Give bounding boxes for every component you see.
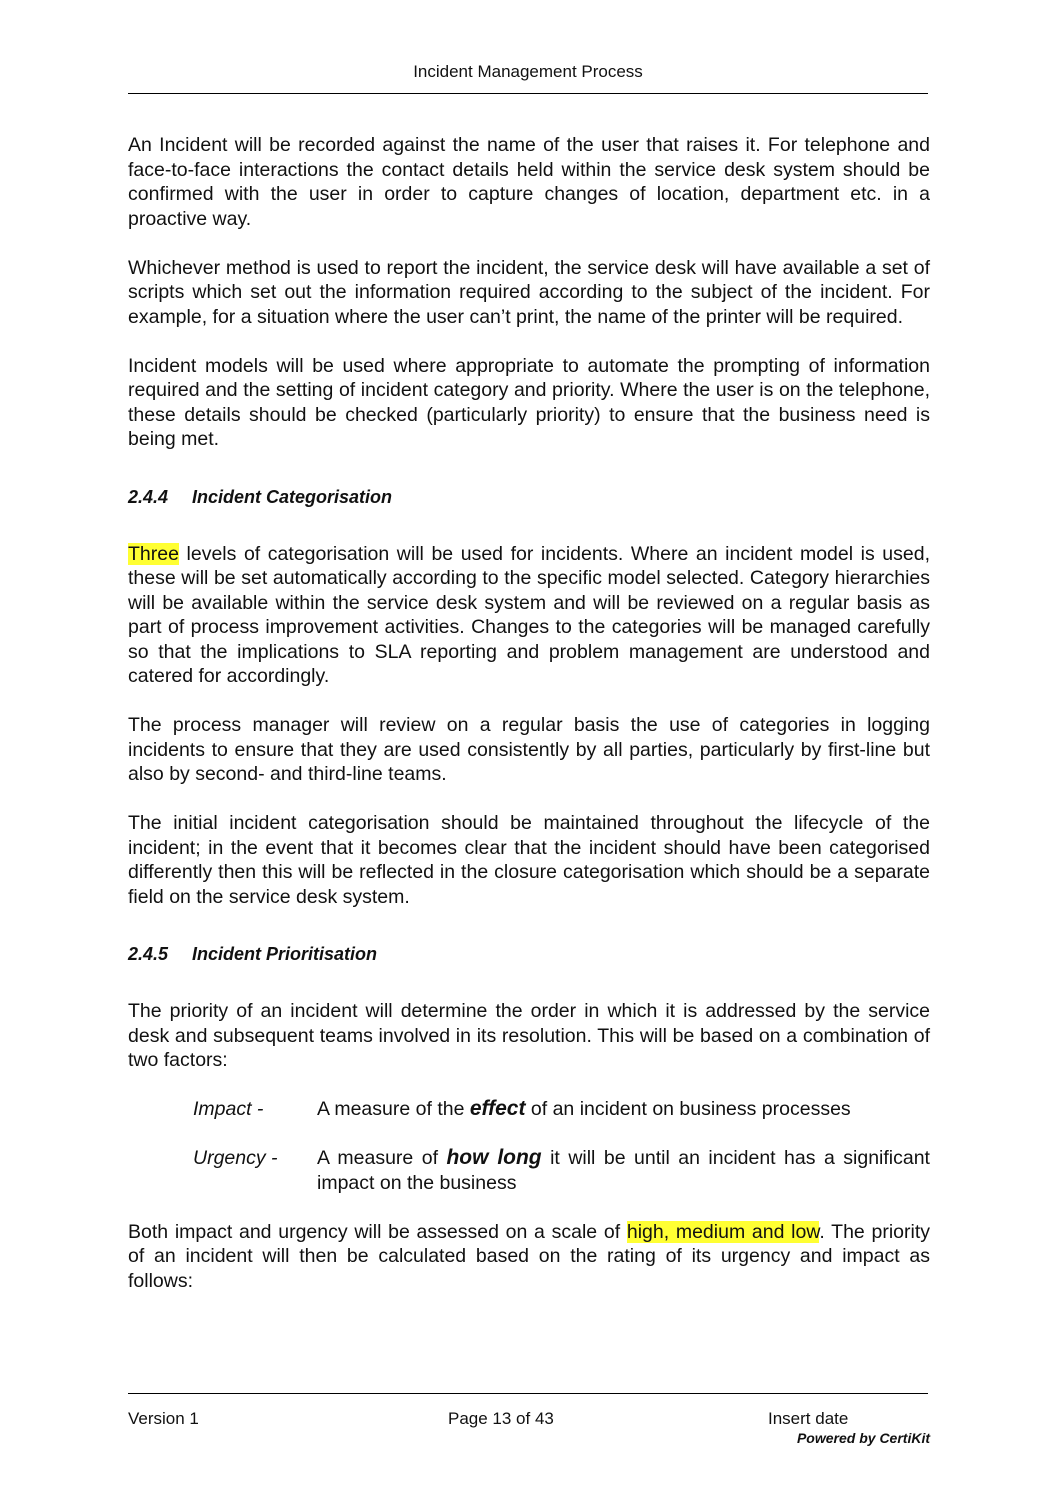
definition-emphasis: how long	[446, 1146, 542, 1169]
definition-term: Impact -	[193, 1098, 264, 1120]
page-header-title: Incident Management Process	[413, 62, 643, 81]
definition-text-end: of an incident on business processes	[525, 1098, 851, 1120]
footer-page-number: Page 13 of 43	[448, 1409, 554, 1428]
paragraph-text: Both impact and urgency will be assessed on a scale of	[128, 1220, 627, 1243]
definition-text: A measure of	[317, 1147, 447, 1169]
highlighted-text: high, medium and low	[626, 1220, 820, 1243]
definition-description	[317, 1146, 930, 1195]
section-heading-prioritisation	[128, 943, 930, 965]
section-heading-categorisation	[128, 486, 930, 508]
definition-impact	[193, 1097, 930, 1122]
paragraph-scripts-text-end: , the name of the printer will be required.	[553, 305, 904, 328]
footer-rule	[128, 1393, 928, 1394]
header-rule	[128, 93, 928, 94]
paragraph-text: levels of categorisation will be used for incidents. Where an incident model is used, these will be set automatically according to the specific model selected. Category hierarchies will be available within the service desk system and will be reviewed on a regular basis as part of process improvement activities. Changes to the categories will be managed carefully so that the implications to SLA reporting and problem management are understood and catered for accordingly.	[128, 542, 930, 687]
definition-description	[317, 1097, 930, 1122]
footer-version: Version 1	[128, 1409, 199, 1428]
paragraph-scripts	[128, 256, 930, 330]
paragraph-incident-models: Incident models will be used where appropriate to automate the prompting of information required and the setting of incident category and priority. Where the user is on the telephone, these details should be checked (particularly priority) to ensure that the business need is being met.	[128, 354, 930, 450]
section-title: Incident Categorisation	[192, 486, 393, 507]
paragraph-text-end: . The priority of an incident will then be calculated based on the rating of its urgency and impact as follows:	[128, 1220, 930, 1292]
definition-emphasis: effect	[469, 1097, 526, 1120]
paragraph-incident-recording: An Incident will be recorded against the name of the user that raises it. For telephone and face-to-face interactions the contact details held within the service desk system should be confirmed with the user in order to capture changes of location, department etc. in a proactive way.	[128, 134, 930, 230]
definition-term: Urgency -	[193, 1147, 278, 1169]
document-body	[128, 133, 930, 1293]
paragraph-scripts-text: Whichever method is used to report the incident, the service desk will have available a set of scripts which set out the information required according to the subject of the incident. For example, for a situation where	[128, 256, 930, 328]
section-number: 2.4.4	[128, 486, 169, 507]
powered-by-label: Powered by CertiKit	[796, 1430, 930, 1446]
highlighted-text: Three	[128, 542, 179, 565]
definition-urgency	[193, 1146, 930, 1195]
example-phrase: the user can’t print	[393, 305, 554, 328]
paragraph-initial-categorisation: The initial incident categorisation should be maintained throughout the lifecycle of the incident; in the event that it becomes clear that the incident should have been categorised differently then this will be reflected in the closure categorisation which should be a separate field on the service desk system.	[128, 812, 930, 908]
paragraph-priority-intro: The priority of an incident will determine the order in which it is addressed by the service desk and subsequent teams involved in its resolution. This will be based on a combination of two factors:	[128, 1000, 930, 1071]
footer-date: Insert date	[768, 1409, 849, 1428]
paragraph-category-review: The process manager will review on a regular basis the use of categories in logging incidents to ensure that they are used consistently by all parties, particularly by first-line but also by second- and third-line teams.	[128, 714, 930, 785]
definition-text-end: it will be until an incident has a significant impact on the business	[317, 1147, 930, 1194]
definition-text: A measure of the	[317, 1098, 470, 1120]
factor-definitions	[128, 1097, 930, 1195]
paragraph-priority-scale	[128, 1220, 930, 1294]
section-title: Incident Prioritisation	[192, 944, 378, 964]
section-number: 2.4.5	[128, 944, 169, 964]
paragraph-categorisation-levels	[128, 542, 930, 689]
